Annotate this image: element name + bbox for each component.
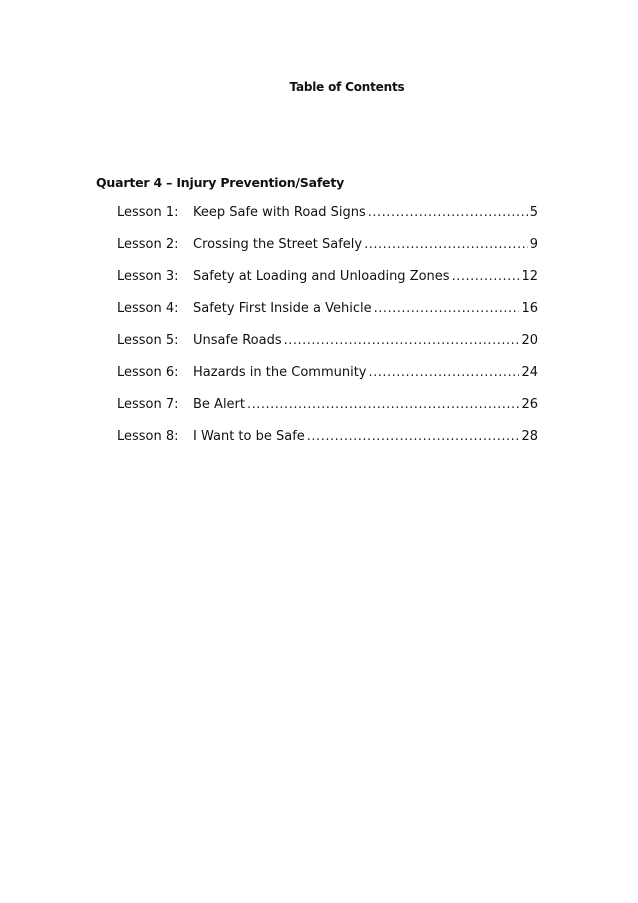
lesson-title: Safety First Inside a Vehicle [193,301,372,316]
dot-leader [369,365,520,380]
lesson-label: Lesson 4: [117,301,179,316]
page-number: 12 [521,269,538,284]
toc-entry-lesson-7[interactable] [117,397,538,429]
lesson-label: Lesson 2: [117,237,179,252]
page-number: 5 [529,205,538,220]
dot-leader [368,205,528,220]
page-title: Table of Contents [289,80,405,94]
page-number: 9 [529,237,538,252]
page-number: 24 [521,365,538,380]
lesson-label: Lesson 6: [117,365,179,380]
lesson-label: Lesson 8: [117,429,179,444]
page-number: 16 [521,301,538,316]
toc-entry-lesson-6[interactable] [117,365,538,397]
toc-entry-lesson-3[interactable] [117,269,538,301]
page-number: 28 [521,429,538,444]
quarter-heading: Quarter 4 – Injury Prevention/Safety [96,175,345,190]
dot-leader [307,429,520,444]
dot-leader [247,397,519,412]
dot-leader [284,333,520,348]
lesson-title: I Want to be Safe [193,429,305,444]
toc-entry-lesson-5[interactable] [117,333,538,365]
lesson-label: Lesson 3: [117,269,179,284]
toc-list [117,205,538,461]
lesson-title: Hazards in the Community [193,365,367,380]
dot-leader [364,237,528,252]
page-number: 26 [521,397,538,412]
toc-entry-lesson-2[interactable] [117,237,538,269]
lesson-label: Lesson 1: [117,205,179,220]
lesson-title: Unsafe Roads [193,333,282,348]
dot-leader [374,301,520,316]
lesson-title: Safety at Loading and Unloading Zones [193,269,450,284]
lesson-label: Lesson 5: [117,333,179,348]
lesson-label: Lesson 7: [117,397,179,412]
toc-entry-lesson-4[interactable] [117,301,538,333]
lesson-title: Crossing the Street Safely [193,237,363,252]
toc-entry-lesson-1[interactable] [117,205,538,237]
dot-leader [452,269,520,284]
lesson-title: Keep Safe with Road Signs [193,205,366,220]
lesson-title: Be Alert [193,397,245,412]
page-number: 20 [521,333,538,348]
toc-entry-lesson-8[interactable] [117,429,538,461]
